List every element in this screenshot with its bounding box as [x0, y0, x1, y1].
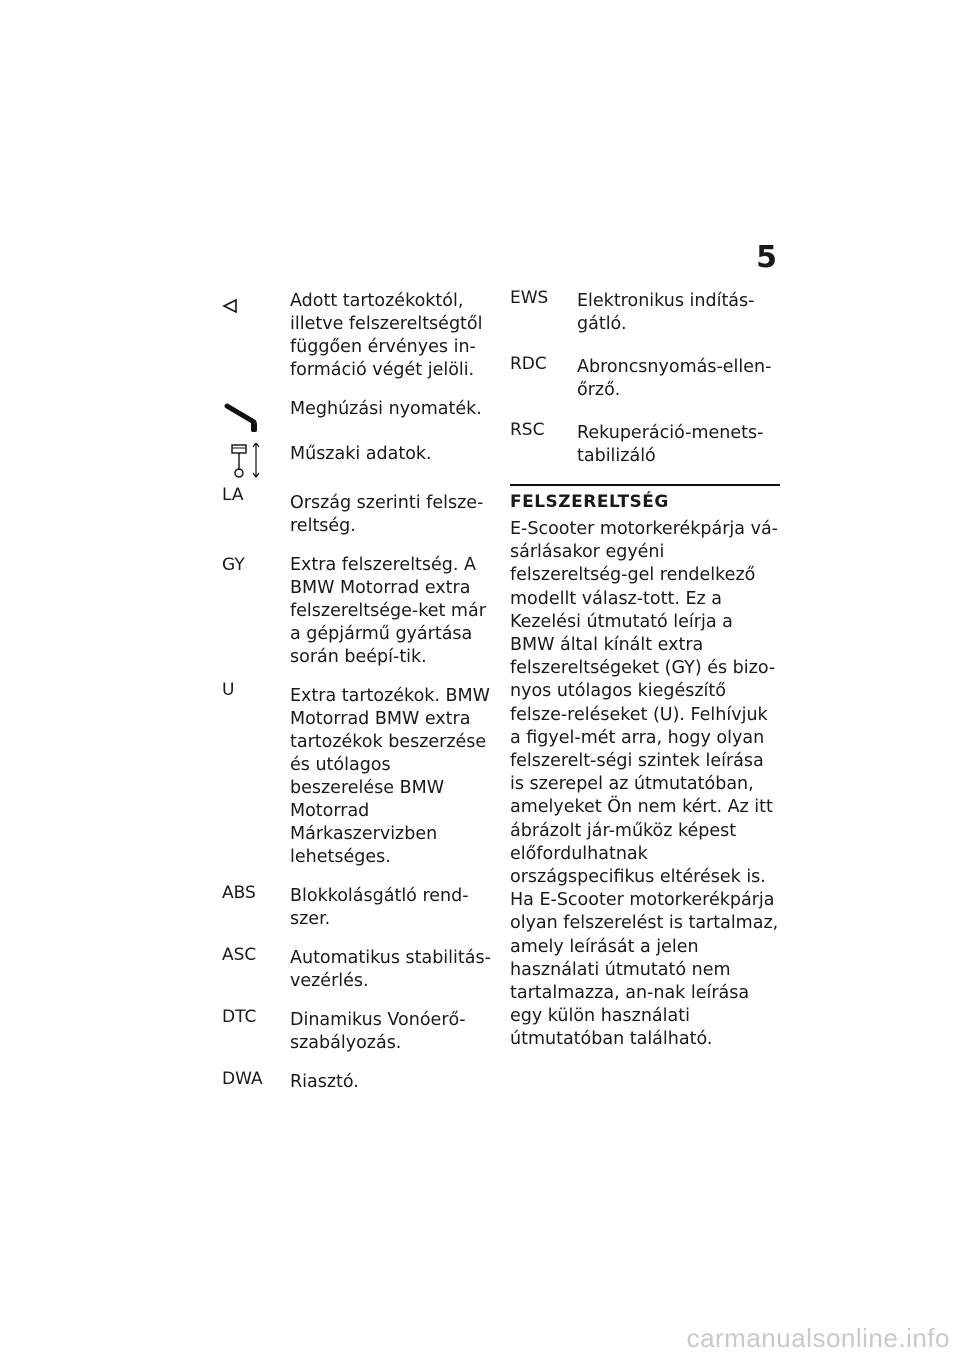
legend-text: Ország szerinti felsze-reltség. — [290, 493, 484, 536]
legend-abbr: U — [222, 680, 235, 700]
legend-abbr: ASC — [222, 945, 257, 965]
right-column — [510, 290, 780, 1052]
legend-entry-la — [222, 485, 492, 538]
legend-text: Dinamikus Vonóerő-szabályozás. — [290, 1010, 466, 1053]
section-body: E-Scooter motorkerékpárja vá-sárlásakor egyéni felszereltség-gel rendelkező modellt válasz-tott. Ez a Kezelési útmutató leírja a BMW által kínált extra felszereltségeket (GY) és bizo-nyos utólagos kiegészítő felsze-reléseket (U). Felhívjuk a figyel-mét arra, hogy olyan felszerelt-ségi szintek leírása is szerepel az útmutatóban, amelyeket Ön nem kért. Az itt ábrázolt jár-műköz képest előfordulhatnak országspecifikus eltérések is. Ha E-Scooter motorkerékpárja olyan felszerelést is tartalmaz, amely leírását a jelen használati útmutató nem tartalmazza, an-nak leírása egy külön használati útmutatóban található. — [510, 519, 779, 1050]
piston-technical-data-icon — [222, 443, 266, 483]
legend-abbr: RDC — [510, 354, 547, 374]
legend-text: Blokkolásgátló rend-szer. — [290, 886, 469, 929]
legend-entry-gy — [222, 554, 492, 669]
legend-entry-torque — [222, 398, 492, 421]
legend-text: Elektronikus indítás-gátló. — [577, 291, 755, 334]
legend-entry-technical-data — [222, 443, 492, 466]
legend-entry-rsc — [510, 422, 780, 468]
legend-abbr: RSC — [510, 420, 545, 440]
legend-text: Extra felszereltség. A BMW Motorrad extra felszereltsége-ket már a gépjármű gyártása során beépí-tik. — [290, 555, 486, 667]
legend-entry-u — [222, 680, 492, 869]
legend-entry-abs — [222, 885, 492, 931]
legend-entry-rdc — [510, 356, 780, 402]
legend-text: Automatikus stabilitás-vezérlés. — [290, 948, 491, 991]
legend-text: Rekuperáció-menets-tabilizáló — [577, 423, 764, 466]
legend-entry-asc — [222, 947, 492, 993]
legend-entry-dwa — [222, 1071, 492, 1094]
legend-abbr: LA — [222, 485, 244, 505]
legend-abbr: GY — [222, 555, 245, 575]
left-column — [222, 290, 492, 1110]
legend-text: Meghúzási nyomaték. — [290, 399, 482, 419]
legend-text: Műszaki adatok. — [290, 444, 432, 464]
legend-abbr: DWA — [222, 1069, 263, 1089]
end-triangle-icon — [222, 290, 266, 330]
legend-abbr: EWS — [510, 288, 549, 308]
legend-text: Abroncsnyomás-ellen-őrző. — [577, 357, 772, 400]
legend-entry-ews — [510, 290, 780, 336]
section-heading: FELSZERELTSÉG — [510, 484, 780, 512]
legend-abbr: DTC — [222, 1007, 257, 1027]
legend-text: Riasztó. — [290, 1072, 359, 1092]
legend-text: Adott tartozékoktól, illetve felszereltségtől függően érvényes in-formáció végét jelöli. — [290, 291, 483, 380]
legend-abbr: ABS — [222, 883, 256, 903]
page-number: 5 — [756, 240, 777, 275]
legend-text: Extra tartozékok. BMW Motorrad BMW extra tartozékok beszerzése és utólagos beszerelése BMW Motorrad Márkaszervizben lehetséges. — [290, 686, 490, 867]
watermark: carmanualsonline.info — [686, 1323, 950, 1353]
legend-entry-dtc — [222, 1009, 492, 1055]
torque-wrench-icon — [222, 398, 266, 438]
legend-entry-end-marker — [222, 290, 492, 382]
